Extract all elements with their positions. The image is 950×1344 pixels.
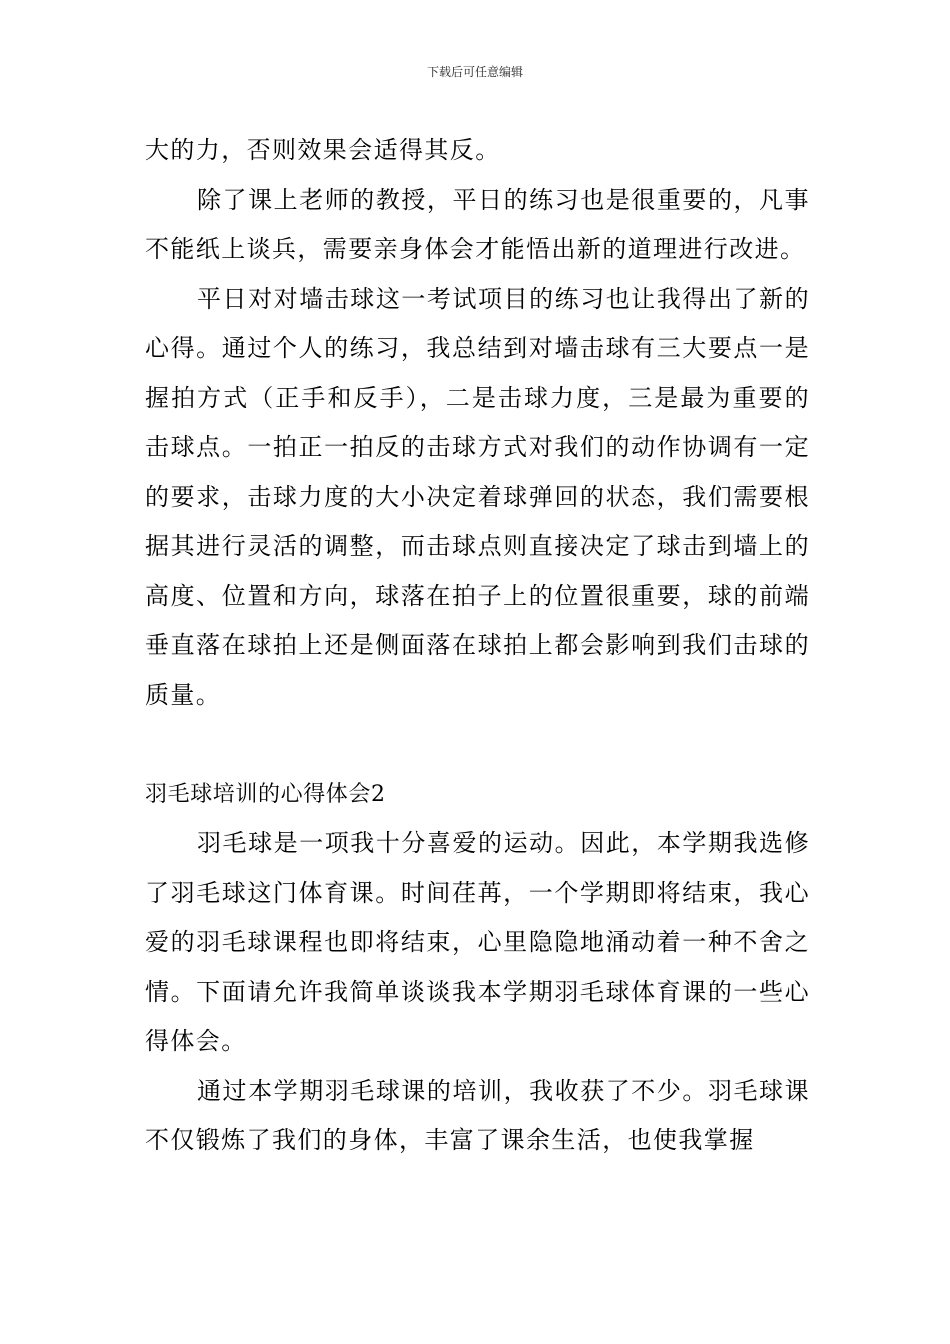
section-title: 羽毛球培训的心得体会2 [145,781,386,807]
paragraph-gains: 通过本学期羽毛球课的培训，我收获了不少。羽毛球课不仅锻炼了我们的身体，丰富了课余生活，也使我掌握 [145,1076,810,1154]
header-note: 下载后可任意编辑 [426,65,523,79]
paragraph-intro: 羽毛球是一项我十分喜爱的运动。因此，本学期我选修了羽毛球这门体育课。时间荏苒，一个学期即将结束，我心爱的羽毛球课程也即将结束，心里隐隐地涌动着一种不舍之情。下面请允许我简单谈谈我本学期羽毛球体育课的一些心得体会。 [145,829,810,1055]
paragraph-practice: 除了课上老师的教授，平日的练习也是很重要的，凡事不能纸上谈兵，需要亲身体会才能悟出新的道理进行改进。 [145,185,810,263]
paragraph-continuation: 大的力，否则效果会适得其反。 [145,136,501,164]
document-body [145,126,810,1166]
paragraph-wall-hitting: 平日对对墙击球这一考试项目的练习也让我得出了新的心得。通过个人的练习，我总结到对墙击球有三大要点一是握拍方式（正手和反手），二是击球力度，三是最为重要的击球点。一拍正一拍反的击球方式对我们的动作协调有一定的要求，击球力度的大小决定着球弹回的状态，我们需要根据其进行灵活的调整，而击球点则直接决定了球击到墙上的高度、位置和方向，球落在拍子上的位置很重要，球的前端垂直落在球拍上还是侧面落在球拍上都会影响到我们击球的质量。 [145,284,810,709]
section-gap [145,720,810,770]
